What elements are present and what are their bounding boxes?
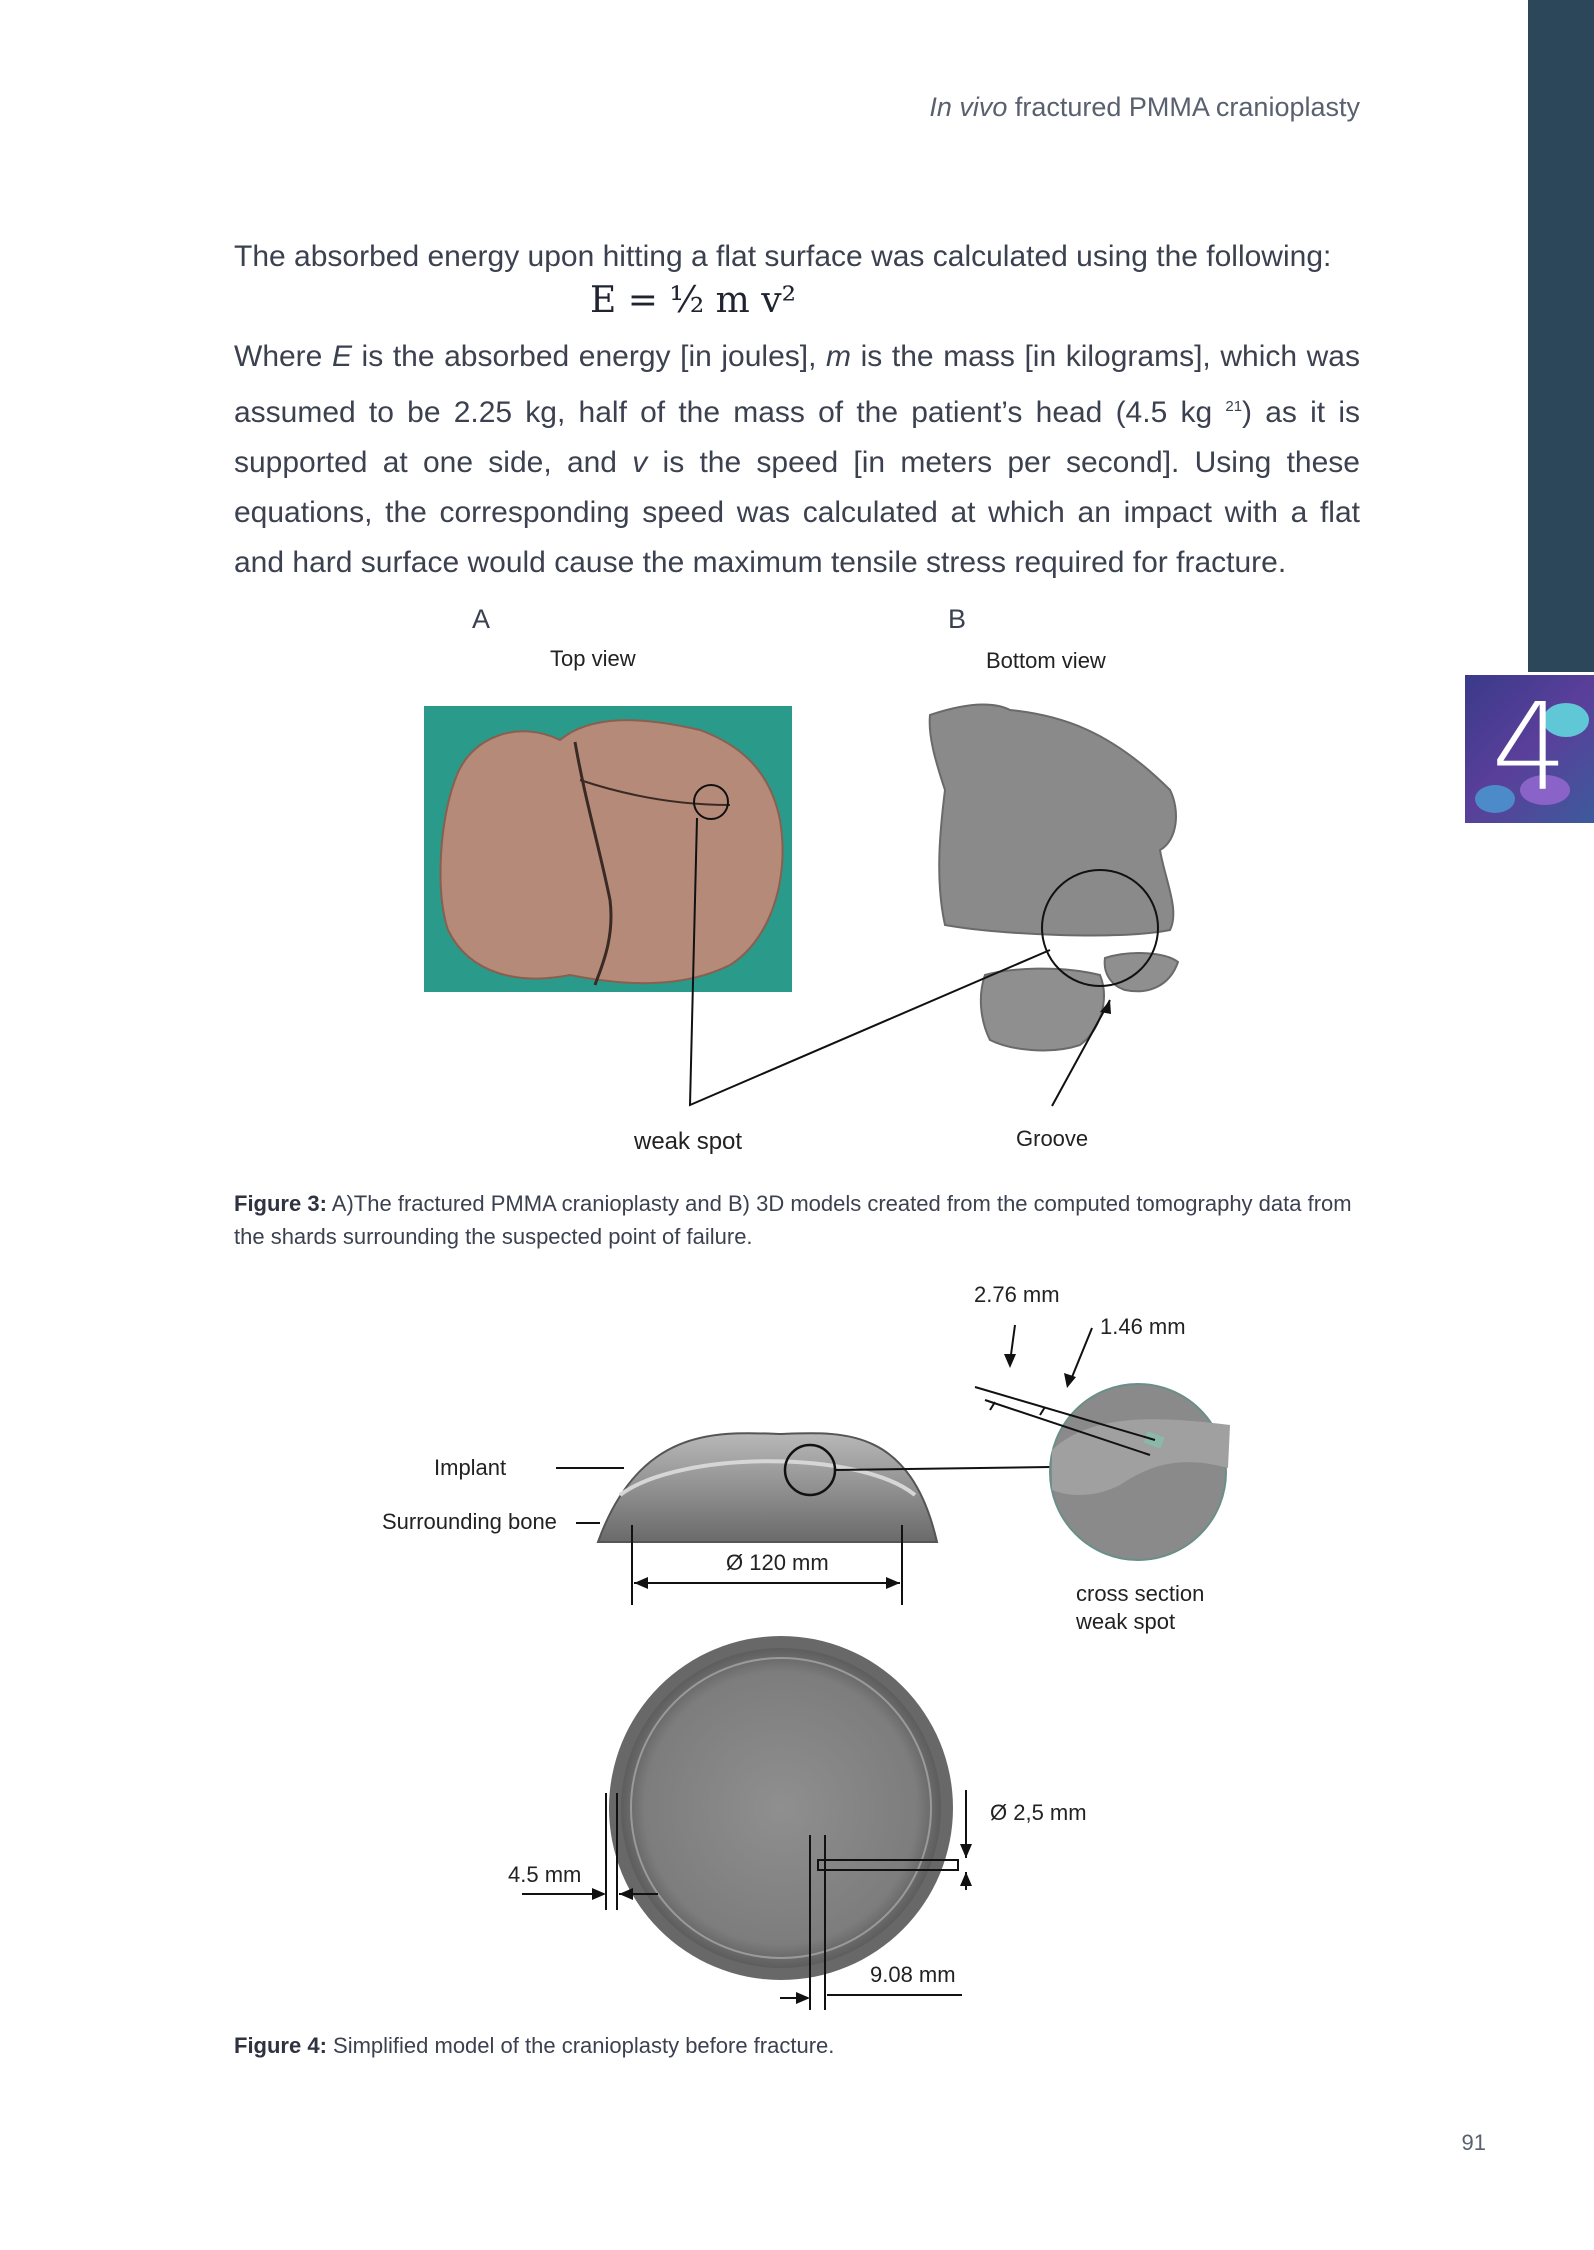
text-run: Where <box>234 340 332 373</box>
panel-b-label: B <box>948 604 967 634</box>
cross-section-label-line2: weak spot <box>1076 1609 1176 1634</box>
dimension-908-label: 9.08 mm <box>870 1962 956 1987</box>
variable-m: m <box>826 340 852 373</box>
arrow-head <box>960 1872 972 1886</box>
groove-label: Groove <box>1016 1126 1089 1151</box>
weak-spot-label: weak spot <box>634 1128 743 1155</box>
arrow-head <box>886 1577 900 1589</box>
implant-dome-side-view <box>598 1433 937 1542</box>
figure-4-graphic <box>0 1250 1594 2010</box>
citation-ref: 21 <box>1225 398 1243 415</box>
dimension-146-label: 1.46 mm <box>1100 1314 1186 1339</box>
figure-3-caption-text: A)The fractured PMMA cranioplasty and B) 3D models created from the computed tomography data from the shards surrounding the suspected point of failure. <box>234 1191 1352 1249</box>
implant-label: Implant <box>434 1455 507 1480</box>
surrounding-bone-label: Surrounding bone <box>382 1509 557 1534</box>
diameter-120-label: Ø 120 mm <box>726 1550 829 1575</box>
dimension-25-label: Ø 2,5 mm <box>990 1800 1087 1825</box>
fractured-implant-photo <box>441 720 783 983</box>
dimension-arrow <box>1040 1407 1045 1415</box>
dimension-276-label: 2.76 mm <box>974 1282 1060 1307</box>
dimension-arrow <box>1070 1328 1092 1382</box>
dimension-45-label: 4.5 mm <box>508 1862 582 1887</box>
variable-e: E <box>331 340 352 373</box>
chapter-number: 4 <box>1491 679 1568 818</box>
model-shard-small <box>1105 953 1178 991</box>
implant-top-view <box>621 1648 941 1968</box>
arrow-head <box>796 1992 810 2004</box>
intro-line: The absorbed energy upon hitting a flat surface was calculated using the following: <box>234 240 1332 273</box>
model-shard-main <box>930 705 1176 936</box>
arrow-head <box>960 1844 972 1858</box>
arrow-head <box>1004 1354 1016 1368</box>
text-run: is the absorbed energy [in joules], <box>351 340 827 373</box>
figure-4-caption-text: Simplified model of the cranioplasty before fracture. <box>326 2033 835 2058</box>
figure-4-caption <box>234 2029 1360 2062</box>
arrow-head <box>619 1888 633 1900</box>
text-run: ) as it is supported at one side, and <box>234 396 1360 479</box>
text-run: is the mass [in kilograms], which was assumed to be 2.25 kg, half of the mass of the patient’s head (4.5 kg <box>234 340 1360 429</box>
figure-3-caption <box>234 1187 1360 1253</box>
variable-v: v <box>632 446 648 479</box>
text-run: is the speed [in meters per second]. Using these equations, the corresponding speed was calculated at which an impact with a flat and hard surface would cause the maximum tensile stress required for fracture. <box>234 446 1360 579</box>
arrow-head <box>1064 1373 1076 1388</box>
energy-equation: E = ½ m v² <box>590 280 797 321</box>
top-view-label: Top view <box>550 646 636 671</box>
figure-4-caption-prefix: Figure 4: <box>234 2033 327 2058</box>
cross-section-label-line1: cross section <box>1076 1581 1205 1606</box>
model-shard-lower <box>981 969 1104 1051</box>
running-head-title: fractured PMMA cranioplasty <box>1007 92 1360 122</box>
cross-section-label <box>1076 1580 1204 1636</box>
figure-3-caption-prefix: Figure 3: <box>234 1191 327 1216</box>
page-number: 91 <box>1461 2130 1486 2155</box>
bottom-view-label: Bottom view <box>986 648 1106 673</box>
running-head-italic: In vivo <box>929 92 1008 122</box>
arrow-head <box>592 1888 606 1900</box>
arrow-head <box>634 1577 648 1589</box>
panel-a-label: A <box>472 604 491 634</box>
